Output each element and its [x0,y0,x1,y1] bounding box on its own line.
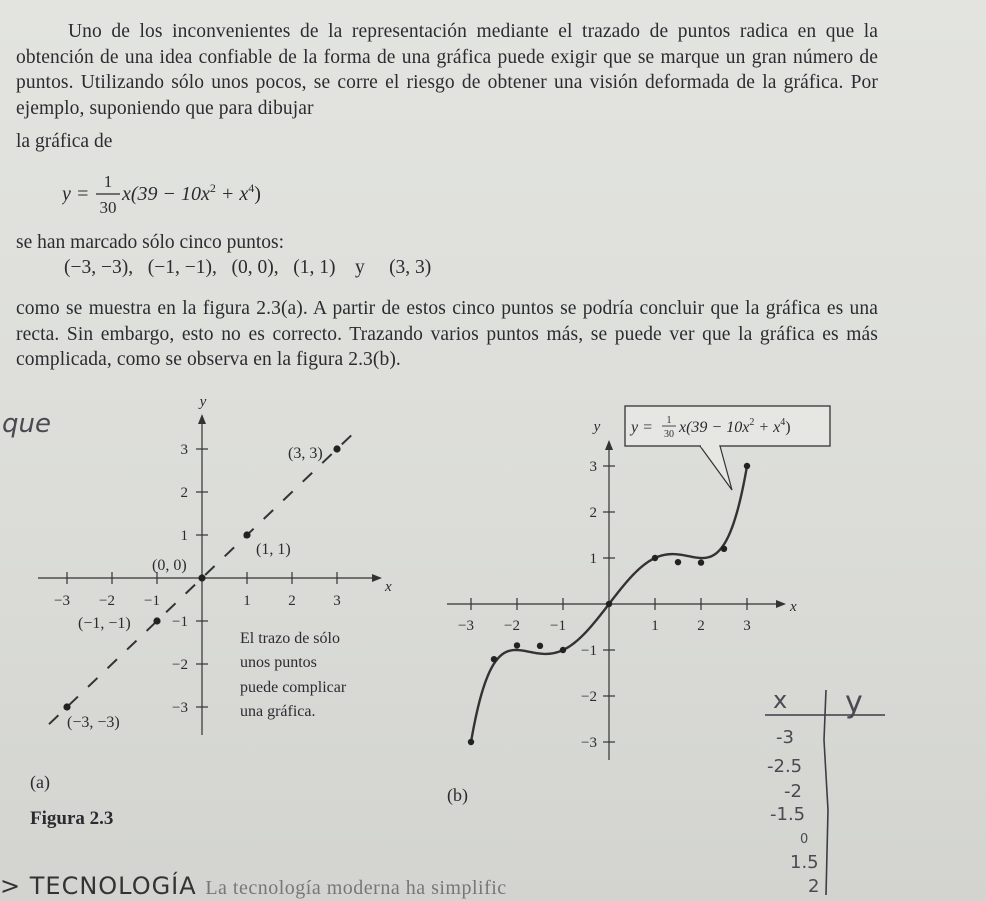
panel-a-x-tick-label: −1 [144,593,160,609]
panel-a-y-tick-label: 3 [180,442,188,458]
handwritten-table [765,685,885,897]
panel-a-note-line-2: unos puntos [240,654,317,671]
panel-b-x-tick-label: 2 [697,618,705,634]
tecno-arrow-icon: > [0,872,22,900]
tecno-title: TECNOLOGÍA [29,872,197,900]
panel-b-x-tick-label: −2 [504,618,520,634]
five-points-list: (−3, −3), (−1, −1), (0, 0), (1, 1) y (3, 3) [64,257,432,278]
label-point-1-1: (1, 1) [256,541,291,558]
box-eq-exp4: 4 [780,417,786,428]
panel-b-point [514,642,520,648]
panel-b-x-tick-label: −3 [458,618,474,634]
box-eq-frac-num: 1 [666,415,672,426]
box-eq-frac-den: 30 [664,429,674,440]
hand-x-4: 0 [800,832,809,847]
label-point-m3-m3: (−3, −3) [67,714,120,731]
panel-b-y-arrow [605,440,613,450]
panel-a-x-label: x [385,579,392,595]
panel-b-callout-pointer [700,446,732,490]
eq-frac-den: 30 [99,198,117,217]
eq-plus: + x [215,183,249,205]
tecno-continuation: La tecnología moderna ha simplific [205,877,507,899]
box-eq-close: ) [785,419,791,436]
panel-a-x-tick-label: 1 [243,593,251,609]
panel-b-point [537,643,543,649]
panel-b-label: (b) [447,785,468,805]
panel-b-point [652,555,658,561]
eq-exp4: 4 [248,181,255,195]
panel-b-point [698,559,704,565]
panel-a-point [243,531,250,538]
panel-b-y-tick-label: 1 [589,551,597,567]
figure-caption: Figura 2.3 [30,808,114,829]
panel-b-y-tick-label: −2 [581,689,597,705]
explanation-paragraph: como se muestra en la figura 2.3(a). A partir de estos cinco puntos se podría concluir que la gráfica es una recta. Sin embargo, esto no es correcto. Trazando varios puntos más, se puede ver que la gráfica es más complicada, como se observa en la figura 2.3(b). [16,298,878,371]
eq-frac-num: 1 [103,172,113,191]
panel-b-y-tick-label: −3 [581,735,597,751]
box-eq-expression [678,417,791,436]
next-section-header [0,872,507,900]
hand-header-x: x [773,686,788,714]
panel-a-y-tick-label: −2 [172,657,188,673]
eq-close: ) [254,183,261,205]
hand-x-3: -1.5 [770,804,806,825]
panel-a-label: (a) [30,772,50,792]
panel-a-x-tick-label: 2 [288,593,296,609]
hand-x-5: 1.5 [790,852,819,873]
panel-a-point [63,703,70,710]
panel-b-x-label: x [790,599,797,615]
panel-b-x-tick-label: −1 [550,618,566,634]
panel-a-point [333,445,340,452]
label-point-3-3: (3, 3) [288,445,323,462]
handwritten-que: que [2,409,51,439]
panel-a-y-tick-label: 2 [180,485,188,501]
panel-a-x-tick-label: −2 [99,593,115,609]
hand-x-2: -2 [784,781,802,802]
label-point-m1-m1: (−1, −1) [78,615,131,632]
box-eq-plus: + x [754,419,781,436]
box-eq-lhs: y = [631,419,653,436]
panel-a-y-arrow [198,414,206,424]
panel-a-x-tick-label: −3 [54,593,70,609]
intro-paragraph: Uno de los inconvenientes de la representación mediante el trazado de puntos radica en que la obtención de una idea confiable de la forma de una gráfica puede exigir que se marque un gran número de puntos. Utilizando sólo unos pocos, se corre el riesgo de obtener una visión deformada de la gráfica. Por ejemplo, suponiendo que para dibujar [16,21,878,119]
panel-b-point [744,463,750,469]
panel-a-y-tick-label: 1 [180,528,188,544]
panel-b-point [468,739,474,745]
panel-b-point [560,647,566,653]
box-eq-exp2: 2 [749,417,755,428]
eq-exp2: 2 [209,181,216,195]
panel-a-x-arrow [372,574,382,582]
hand-header-y: y [845,685,863,720]
panel-a-y-label: y [199,394,207,410]
panel-a-point [198,574,205,581]
hand-table-vline [824,690,828,895]
lead-la-grafica-de: la gráfica de [16,131,113,152]
hand-x-6: 2 [808,876,820,897]
panel-b-x-tick-label: 1 [651,618,659,634]
hand-x-0: -3 [776,727,794,748]
panel-a-point [153,617,160,624]
panel-b-y-tick-label: 2 [589,505,597,521]
panel-b-x-arrow [776,600,786,608]
panel-b-y-tick-label: 3 [589,459,597,475]
panel-a [30,394,392,793]
panel-a-y-tick-label: −1 [172,614,188,630]
eq-rhs: x(39 − 10x [122,183,210,205]
hand-x-1: -2.5 [767,756,803,777]
panel-b-point [606,601,612,607]
label-point-0-0: (0, 0) [152,557,187,574]
lead-se-han-marcado: se han marcado sólo cinco puntos: [16,232,285,253]
panel-b-point [675,559,681,565]
panel-a-y-tick-label: −3 [172,700,188,716]
panel-b-point [491,656,497,662]
panel-a-note-line-3: puede complicar [240,679,347,696]
panel-a-note-line-1: El trazo de sólo [240,630,340,647]
panel-a-x-tick-label: 3 [333,593,341,609]
eq-lhs: y = [62,183,90,205]
panel-b-y-label: y [593,419,601,435]
panel-b-y-tick-label: −1 [581,643,597,659]
box-eq-rhs: x(39 − 10x [679,419,750,436]
panel-b-x-tick-label: 3 [743,618,751,634]
panel-a-note-line-4: una gráfica. [240,703,316,720]
panel-b [447,406,830,806]
panel-b-point [721,546,727,552]
